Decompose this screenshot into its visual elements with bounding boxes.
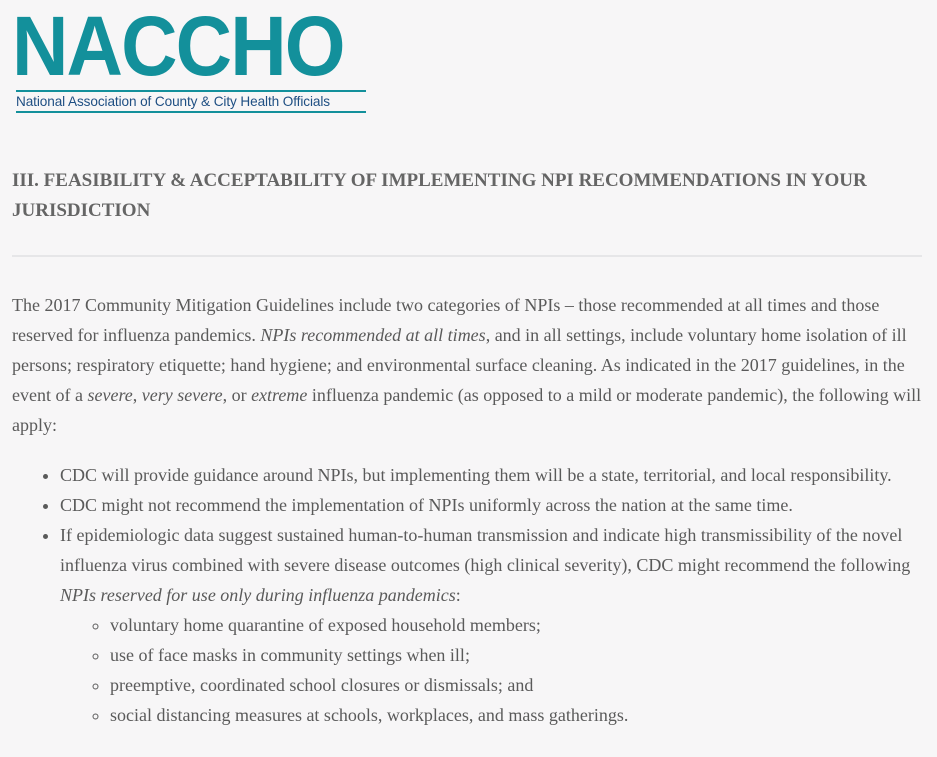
intro-text-3: , (132, 385, 142, 405)
naccho-logo (12, 0, 368, 116)
logo-wordmark: NACCHO (12, 0, 344, 93)
intro-text-2: , and in all settings, include voluntary home isolation of ill persons; respiratory etiquette; hand hygiene; and environmental surface cleaning. As indicated in the 2017 guidelines, in the event of a (12, 325, 907, 405)
section-divider (12, 255, 922, 257)
document-body (12, 290, 924, 730)
sub-bullet-item: ◦ use of face masks in community settings when ill; (110, 640, 924, 670)
bullet-3-emphasis: NPIs reserved for use only during influenza pandemics (60, 585, 456, 605)
logo-tagline: National Association of County & City Health Officials (16, 90, 366, 113)
bullet-list (12, 460, 924, 730)
intro-paragraph (12, 290, 924, 440)
sub-bullet-item: ◦ social distancing measures at schools, workplaces, and mass gatherings. (110, 700, 924, 730)
sub-bullet-item: ◦ preemptive, coordinated school closures or dismissals; and (110, 670, 924, 700)
intro-emphasis-1: NPIs recommended at all times (260, 325, 486, 345)
intro-emphasis-severe: severe (87, 385, 133, 405)
intro-emphasis-very-severe: very severe (141, 385, 223, 405)
section-heading: III. FEASIBILITY & ACCEPTABILITY OF IMPLEMENTING NPI RECOMMENDATIONS IN YOUR JURISDICTION (12, 170, 867, 221)
intro-text-5: influenza pandemic (as opposed to a mild or moderate pandemic), the following will apply: (12, 385, 922, 435)
intro-emphasis-extreme: extreme (251, 385, 308, 405)
bullet-3-text: If epidemiologic data suggest sustained human-to-human transmission and indicate high transmissibility of the novel influenza virus combined with severe disease outcomes (high clinical severity), CDC might recommend the following (60, 525, 911, 575)
intro-text-1: The 2017 Community Mitigation Guidelines include two categories of NPIs – those recommended at all times and those reserved for influenza pandemics. (12, 295, 880, 345)
sub-bullet-list (60, 610, 924, 730)
bullet-item-epidemiologic-data (60, 520, 924, 730)
bullet-item-cdc-guidance: • CDC will provide guidance around NPIs, but implementing them will be a state, territorial, and local responsibility. (60, 460, 924, 490)
bullet-item-cdc-uniformity: • CDC might not recommend the implementation of NPIs uniformly across the nation at the same time. (60, 490, 924, 520)
sub-bullet-item: ◦ voluntary home quarantine of exposed household members; (110, 610, 924, 640)
bullet-3-end: : (455, 585, 461, 605)
intro-text-4: , or (222, 385, 252, 405)
